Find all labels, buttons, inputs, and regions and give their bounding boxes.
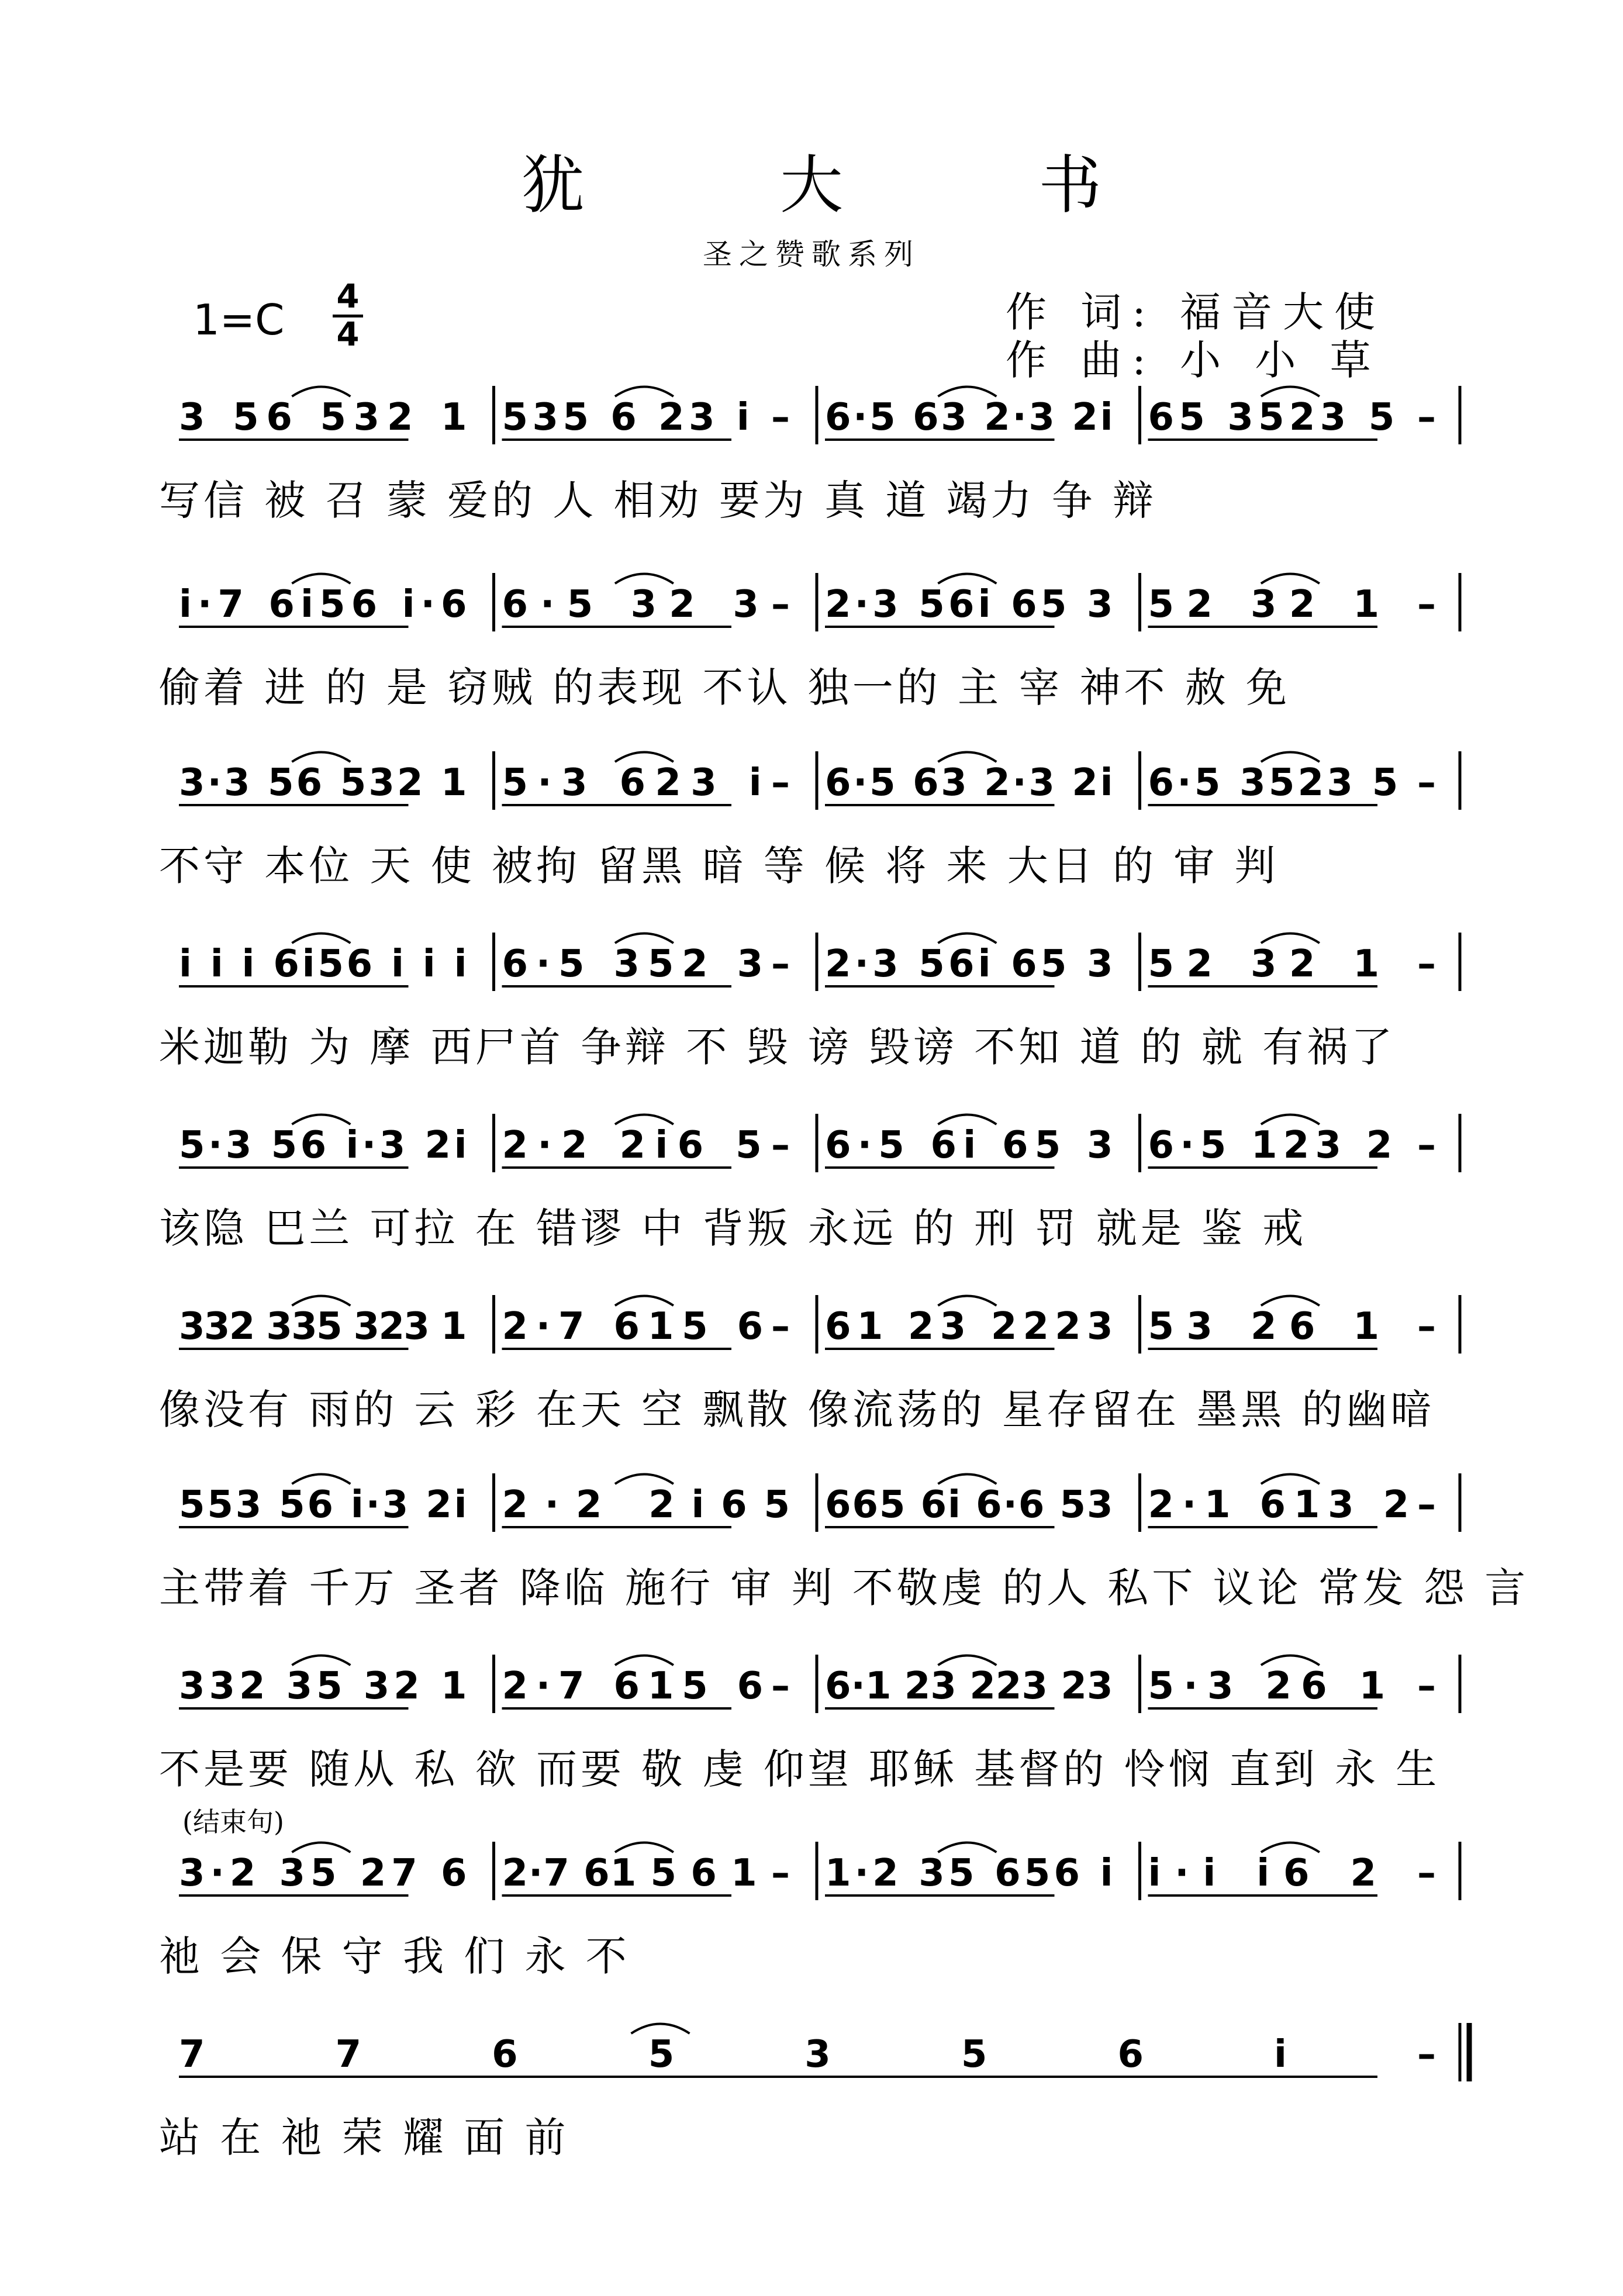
notation-line [165,2011,1480,2093]
measure-notes: 6·5 3523 5 – [1148,761,1436,805]
measure-notes: 6·5 6i 65 3 [825,1124,1113,1167]
lyricist-credit: 作 词: 福音大使 [1006,288,1386,336]
slur-arc [938,387,996,397]
slur-arc [1261,1843,1320,1853]
measure-notes: 5·3 26 1 – [1148,1665,1436,1708]
slur-arc [1261,1115,1320,1125]
measure-notes: 2·3 56i 65 3 [825,942,1113,986]
measure-notes: 6·5 352 3– [502,942,790,986]
measure-notes: i·7 6i56 i·6 [179,583,467,626]
measure-notes: i·i i6 2 – [1148,1852,1436,1895]
slur-arc [631,2024,690,2034]
slur-arc [1261,387,1320,397]
notation-svg [165,1830,1480,1912]
notation-line [165,1643,1480,1725]
measure-notes: 2·1 613 2– [1148,1483,1436,1527]
key-signature: 1=C [193,295,285,344]
ending-phrase-label: (结束句) [182,1806,284,1838]
measure-notes: 6·1 23 223 23 [825,1665,1113,1708]
series-subtitle: 圣之赞歌系列 [703,237,920,271]
slur-arc [938,1115,996,1125]
slur-arc [938,1656,996,1666]
measure-notes: 52 32 1 – [1148,583,1436,626]
notation-svg [165,374,1480,456]
measure-notes: 535 6 23 i – [502,396,790,439]
measure-notes: 52 32 1 – [1148,942,1436,986]
measure-notes: 53 26 1 – [1148,1305,1436,1348]
slur-arc [938,1296,996,1306]
notation-svg [165,1102,1480,1184]
measure-notes: 6·5 63 2·3 2i [825,396,1113,439]
slur-arc [615,574,674,584]
measure-notes: 2·2 2i6 5– [502,1124,790,1167]
slur-arc [938,934,996,944]
notation-line [165,1102,1480,1184]
notation-line [165,740,1480,821]
measure-notes: 3 56 532 1 [179,396,467,439]
lyrics-line: 写信 被 召 蒙 爱的 人 相劝 要为 真 道 竭力 争 辩 [159,477,1158,524]
measure-notes: 6·5 63 2·3 2i [825,761,1113,805]
slur-arc [615,1843,674,1853]
slur-arc [292,1475,350,1484]
notation-svg [165,921,1480,1003]
measure-notes: 7 7 6 5 3 5 6 i – [179,2033,1436,2076]
notation-line [165,374,1480,456]
slur-arc [938,752,996,762]
slur-arc [615,387,674,397]
measure-notes: 61 23 2223 [825,1305,1113,1348]
slur-arc [1261,1475,1320,1484]
measure-notes: 3·2 35 27 6 [179,1852,467,1895]
lyrics-line: 该隐 巴兰 可拉 在 错谬 中 背叛 永远 的 刑 罚 就是 鉴 戒 [159,1204,1307,1252]
lyrics-line: 偷着 进 的 是 窃贼 的表现 不认 独一的 主 宰 神不 赦 免 [159,664,1291,712]
slur-arc [615,1656,674,1666]
time-signature [330,279,365,353]
notation-svg [165,1462,1480,1544]
measure-notes: 65 3523 5 – [1148,396,1436,439]
slur-arc [1261,1296,1320,1306]
measure-notes: 6·5 123 2 – [1148,1124,1436,1167]
measure-notes: 1·2 35 656 i [825,1852,1113,1895]
measure-notes: 2·3 56i 65 3 [825,583,1113,626]
notation-svg [165,1643,1480,1725]
slur-arc [1261,752,1320,762]
slur-arc [615,1296,674,1306]
song-title: 犹 大 书 [521,149,1190,222]
measure-notes: 553 56 i·3 2i [179,1483,467,1527]
lyrics-line: 米迦勒 为 摩 西尸首 争辩 不 毁 谤 毁谤 不知 道 的 就 有祸了 [159,1023,1396,1071]
slur-arc [292,1843,350,1853]
measure-notes: 332 335 323 1 [179,1305,467,1348]
notation-line [165,1283,1480,1365]
slur-arc [292,1115,350,1125]
notation-svg [165,561,1480,643]
measure-notes: 665 6i 6·6 53 [825,1483,1113,1527]
notation-svg [165,740,1480,821]
lyrics-line: 不守 本位 天 使 被拘 留黑 暗 等 候 将 来 大日 的 审 判 [159,842,1279,890]
notation-svg [165,2011,1480,2093]
lyrics-line: 站 在 祂 荣 耀 面 前 [159,2114,569,2162]
slur-arc [615,934,674,944]
slur-arc [292,752,350,762]
slur-arc [615,752,674,762]
measure-notes: 332 35 32 1 [179,1665,467,1708]
slur-arc [292,934,350,944]
measure-notes: 5·3 623 i– [502,761,790,805]
slur-arc [615,1115,674,1125]
notation-line [165,561,1480,643]
measure-notes: 3·3 56 532 1 [179,761,467,805]
measure-notes: 6·5 32 3– [502,583,790,626]
slur-arc [292,387,350,397]
slur-arc [938,1843,996,1853]
slur-arc [292,574,350,584]
slur-arc [1261,1656,1320,1666]
lyrics-line: 主带着 千万 圣者 降临 施行 审 判 不敬虔 的人 私下 议论 常发 怨 言 [159,1564,1529,1612]
measure-notes: 2·7 615 6– [502,1665,790,1708]
lyrics-line: 祂 会 保 守 我 们 永 不 [159,1932,630,1980]
slur-arc [938,574,996,584]
slur-arc [292,1296,350,1306]
composer-credit: 作 曲: 小 小 草 [1006,336,1382,384]
meter-denominator: 4 [336,316,360,354]
measure-notes: 2·7 615 6– [502,1305,790,1348]
measure-notes: 5·3 56 i·3 2i [179,1124,467,1167]
slur-arc [292,1656,350,1666]
lyrics-line: 不是要 随从 私 欲 而要 敬 虔 仰望 耶稣 基督的 怜悯 直到 永 生 [159,1745,1441,1793]
slur-arc [1261,574,1320,584]
notation-line [165,1830,1480,1912]
notation-line [165,1462,1480,1544]
slur-arc [615,1475,674,1484]
slur-arc [1261,934,1320,944]
notation-svg [165,1283,1480,1365]
meter-numerator: 4 [336,278,360,316]
measure-notes: 2·2 2i65 [502,1483,790,1527]
slur-arc [938,1475,996,1484]
lyrics-line: 像没有 雨的 云 彩 在天 空 飘散 像流荡的 星存留在 墨黑 的幽暗 [159,1386,1435,1434]
notation-line [165,921,1480,1003]
measure-notes: i i i 6i56 i i i [179,942,467,986]
measure-notes: 2·7 61 5 6 1 – [502,1852,790,1895]
